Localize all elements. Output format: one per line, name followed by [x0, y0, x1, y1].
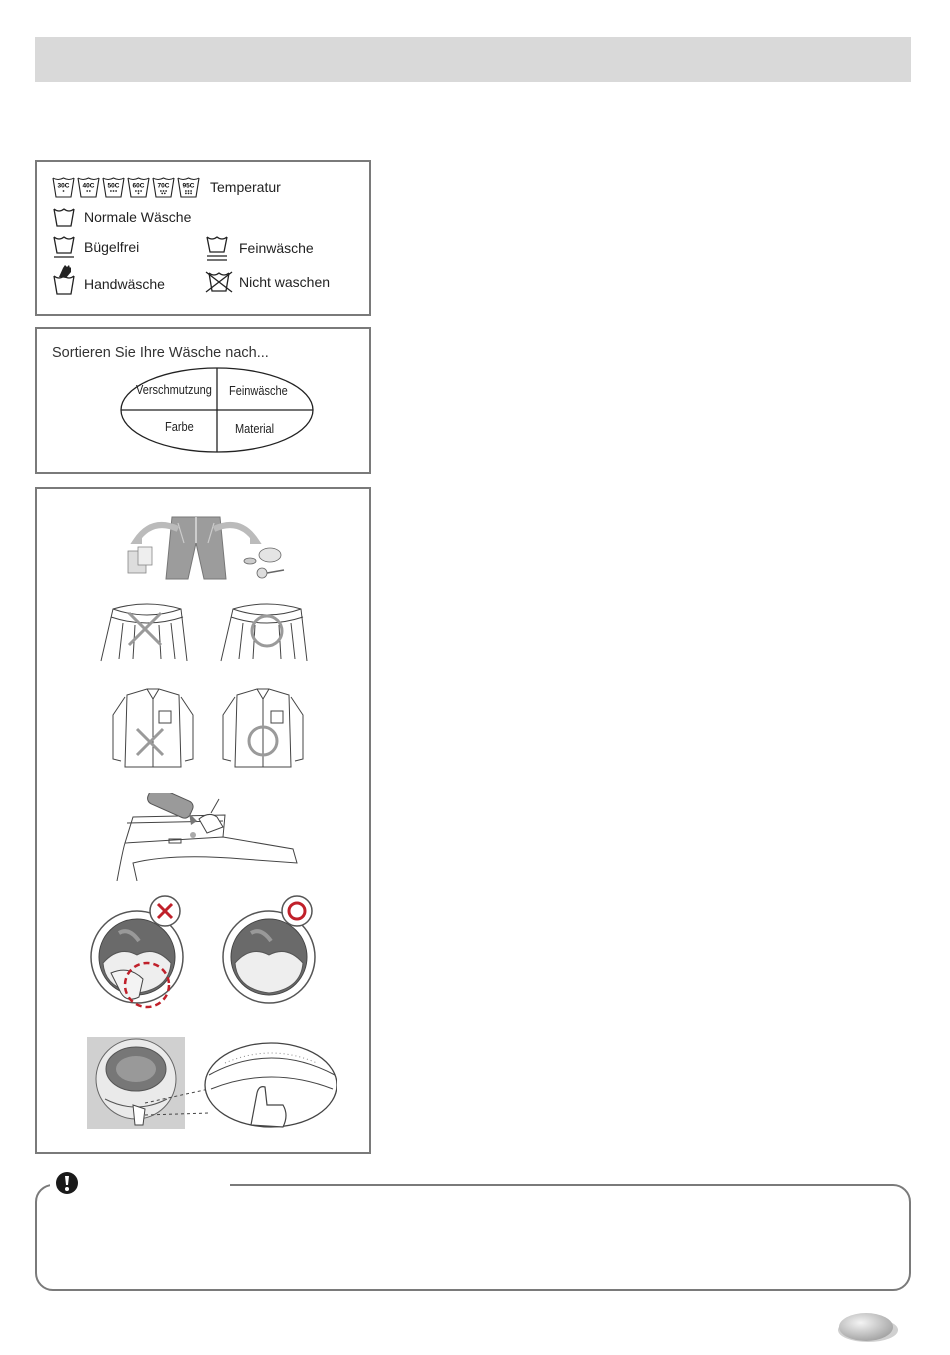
gasket-check-illustration — [85, 1035, 337, 1136]
no-wash-label: Nicht waschen — [239, 274, 331, 290]
sorting-panel — [35, 327, 371, 474]
temperature-badge-label: 30C — [57, 182, 70, 190]
temperature-badge-4 — [152, 176, 175, 198]
temperature-badge-label: 70C — [157, 182, 170, 190]
temperature-badge-5 — [177, 176, 200, 198]
temperature-badge-2 — [102, 176, 125, 198]
temperature-label: Temperatur — [210, 179, 281, 195]
sort-soil-level: Verschmutzung — [136, 383, 212, 397]
delicate-wash-icon — [205, 234, 229, 262]
temperature-badge-0 — [52, 176, 75, 198]
normal-wash-row — [52, 206, 191, 228]
temperature-badges — [52, 176, 200, 198]
door-clearance-illustration — [89, 893, 329, 1016]
shirt-buttons-illustration — [107, 685, 307, 780]
wash-tub-icon — [52, 206, 76, 228]
temperature-badge-label: 50C — [107, 182, 120, 190]
normal-wash-label: Normale Wäsche — [84, 209, 192, 225]
permanent-press-row — [52, 234, 139, 260]
temperature-badge-3 — [127, 176, 150, 198]
sort-material: Material — [235, 422, 275, 436]
no-wash-row — [205, 270, 330, 294]
empty-pockets-illustration — [122, 513, 292, 588]
do-not-wash-icon — [205, 270, 233, 294]
delicate-row — [205, 234, 314, 262]
temperature-badge-label: 60C — [132, 182, 145, 190]
hand-wash-label: Handwäsche — [84, 276, 165, 292]
caution-box — [35, 1184, 911, 1291]
delicate-label: Feinwäsche — [239, 240, 314, 256]
sorting-title: Sortieren Sie Ihre Wäsche nach... — [52, 345, 269, 361]
care-symbols-panel — [35, 160, 371, 316]
temperature-badge-label: 40C — [82, 182, 95, 190]
temperature-badge-1 — [77, 176, 100, 198]
stain-pretreat-illustration — [113, 793, 313, 886]
preparation-panel — [35, 487, 371, 1154]
caution-icon — [56, 1172, 78, 1194]
permanent-press-label: Bügelfrei — [84, 239, 140, 255]
waistband-illustration — [99, 601, 311, 670]
section-header-bar — [35, 37, 911, 82]
sorting-ellipse — [119, 365, 315, 460]
sort-delicates: Feinwäsche — [229, 384, 288, 398]
sort-color: Farbe — [165, 420, 194, 434]
temperature-badge-label: 95C — [182, 182, 195, 190]
temperature-row — [52, 176, 281, 198]
hand-wash-icon — [52, 264, 76, 296]
permanent-press-icon — [52, 234, 76, 260]
page-number-oval — [838, 1311, 898, 1343]
hand-wash-row — [52, 264, 165, 296]
